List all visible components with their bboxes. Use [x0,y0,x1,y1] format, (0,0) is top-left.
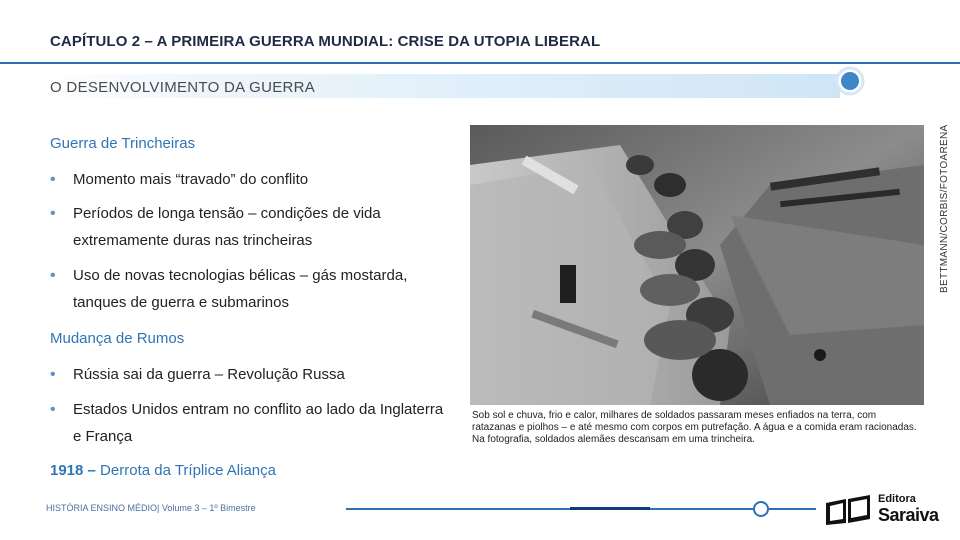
list-item [50,262,450,316]
footer-line-end [768,508,816,510]
bullet-text: Uso de novas tecnologias bélicas – gás mostarda, tanques de guerra e submarinos [73,267,408,311]
circle-decoration-icon [832,66,870,98]
footer-text: HISTÓRIA ENSINO MÉDIO| Volume 3 – 1º Bimestre [46,503,256,513]
bullet-icon: • [50,171,56,188]
defeat-statement [50,462,276,479]
book-icon [824,495,872,525]
bullet-text: Estados Unidos entram no conflito ao lado da Inglaterra e França [73,401,444,445]
defeat-text: Derrota da Tríplice Aliança [95,462,276,479]
header-divider [0,62,960,64]
logo-text-big: Saraiva [878,505,939,525]
photo-credit: BETTMANN/CORBIS/FOTOARENA [939,124,950,293]
bullet-icon: • [50,401,56,418]
publisher-logo [824,493,940,527]
footer-line [346,508,756,510]
bullet-icon: • [50,366,56,383]
photo-caption: Sob sol e chuva, frio e calor, milhares de soldados passaram meses enfiados na terra, com ratazanas e piolhos – e até mesmo com corpos em putrefação. A água e a comida eram racionadas. Na fotografia, soldados alemães descansam em uma trincheira. [472,410,917,445]
list-item [50,396,450,450]
bullet-text: Rússia sai da guerra – Revolução Russa [73,366,345,383]
logo-text-small: Editora [878,493,916,505]
section-title: O DESENVOLVIMENTO DA GUERRA [50,79,316,96]
bullet-text: Períodos de longa tensão – condições de vida extremamente duras nas trincheiras [73,205,381,249]
list-item [50,200,450,254]
heading-trench-warfare: Guerra de Trincheiras [50,135,196,152]
list-item [50,361,450,388]
bullet-text: Momento mais “travado” do conflito [73,171,309,188]
defeat-year: 1918 – [50,462,96,479]
footer-ring-icon [753,501,769,517]
list-item [50,166,450,193]
heading-change-of-course: Mudança de Rumos [50,330,185,347]
footer-line-accent [570,507,650,510]
chapter-title: CAPÍTULO 2 – A PRIMEIRA GUERRA MUNDIAL: CRISE DA UTOPIA LIBERAL [50,33,601,50]
trench-photo [470,125,924,405]
bullet-icon: • [50,267,56,284]
bullet-icon: • [50,205,56,222]
